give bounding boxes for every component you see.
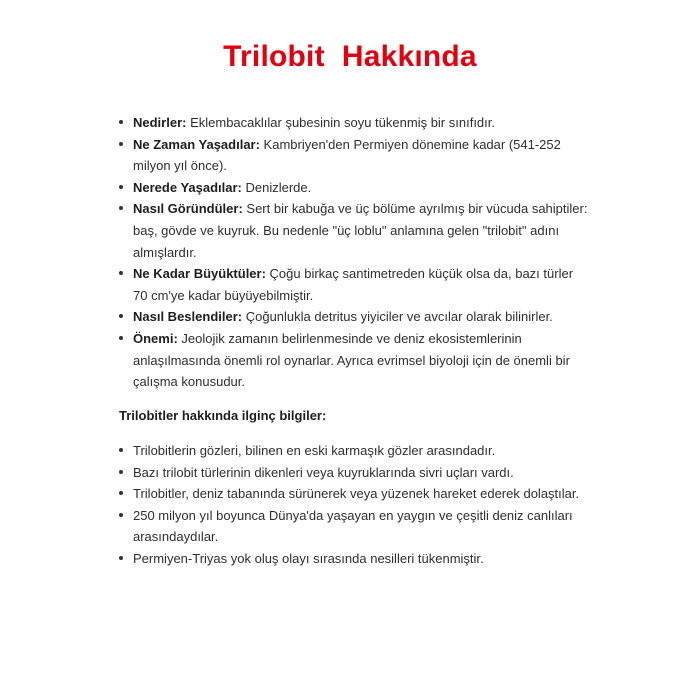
fact-label: Nasıl Göründüler: xyxy=(133,201,243,217)
bullet-icon xyxy=(119,448,123,452)
item-text: Permiyen-Triyas yok oluş olayı sırasında nesilleri tükenmiştir. xyxy=(133,550,484,566)
fact-text: Sert bir kabuğa ve üç bölüme ayrılmış bir vücuda sahiptiler: baş, gövde ve kuyruk. Bu nedenle "üç loblu" anlamına gelen "trilobit" adını almışlardır. xyxy=(133,201,588,260)
item-text: 250 milyon yıl boyunca Dünya'da yaşayan en yaygın ve çeşitli deniz canlıları arasındaydılar. xyxy=(133,507,573,545)
bullet-icon xyxy=(119,206,123,210)
item-text: Trilobitler, deniz tabanında sürünerek veya yüzenek hareket ederek dolaştılar. xyxy=(133,486,580,502)
fact-label: Nedirler: xyxy=(133,115,187,130)
fact-label: Ne Zaman Yaşadılar: xyxy=(133,136,260,152)
bullet-icon xyxy=(119,185,123,189)
item-text: Bazı trilobit türlerinin dikenleri veya kuyruklarında sivri uçları vardı. xyxy=(133,464,514,480)
list-item xyxy=(119,328,589,393)
list-item xyxy=(119,505,589,548)
list-item xyxy=(119,112,589,134)
fact-label: Nasıl Beslendiler: xyxy=(133,309,243,325)
interesting-facts-list xyxy=(119,440,589,570)
fact-label: Önemi: xyxy=(133,330,178,346)
bullet-icon xyxy=(119,556,123,560)
list-item xyxy=(119,483,589,505)
bullet-icon xyxy=(119,120,123,124)
list-item xyxy=(119,548,589,570)
list-item xyxy=(119,177,589,199)
bullet-icon xyxy=(119,142,123,146)
bullet-icon xyxy=(119,513,123,517)
fact-label: Nerede Yaşadılar: xyxy=(133,179,242,195)
fact-text: Denizlerde. xyxy=(241,179,312,195)
page-title: Trilobit Hakkında xyxy=(223,40,477,73)
fact-text: Kambriyen'den Permiyen dönemine kadar (541-252 milyon yıl önce). xyxy=(133,136,561,174)
section-heading: Trilobitler hakkında ilginç bilgiler: xyxy=(119,408,327,423)
facts-list xyxy=(119,112,589,393)
fact-label: Ne Kadar Büyüktüler: xyxy=(133,266,266,282)
list-item xyxy=(119,198,589,263)
bullet-icon xyxy=(119,491,123,495)
list-item xyxy=(119,462,589,484)
fact-text: Çoğunlukla detritus yiyiciler ve avcılar olarak bilinirler. xyxy=(242,309,553,325)
list-item xyxy=(119,134,589,177)
bullet-icon xyxy=(119,336,123,340)
list-item xyxy=(119,263,589,306)
list-item xyxy=(119,440,589,462)
item-text: Trilobitlerin gözleri, bilinen en eski karmaşık gözler arasındadır. xyxy=(133,443,496,458)
bullet-icon xyxy=(119,271,123,275)
fact-text: Jeolojik zamanın belirlenmesinde ve deniz ekosistemlerinin anlaşılmasında önemli rol oynarlar. Ayrıca evrimsel biyoloji için de önemli bir çalışma konusudur. xyxy=(133,330,570,390)
fact-text: Eklembacaklılar şubesinin soyu tükenmiş bir sınıfıdır. xyxy=(186,115,495,130)
fact-text: Çoğu birkaç santimetreden küçük olsa da, bazı türler 70 cm'ye kadar büyüyebilmiştir. xyxy=(133,266,574,303)
list-item xyxy=(119,306,589,328)
bullet-icon xyxy=(119,470,123,474)
bullet-icon xyxy=(119,314,123,318)
